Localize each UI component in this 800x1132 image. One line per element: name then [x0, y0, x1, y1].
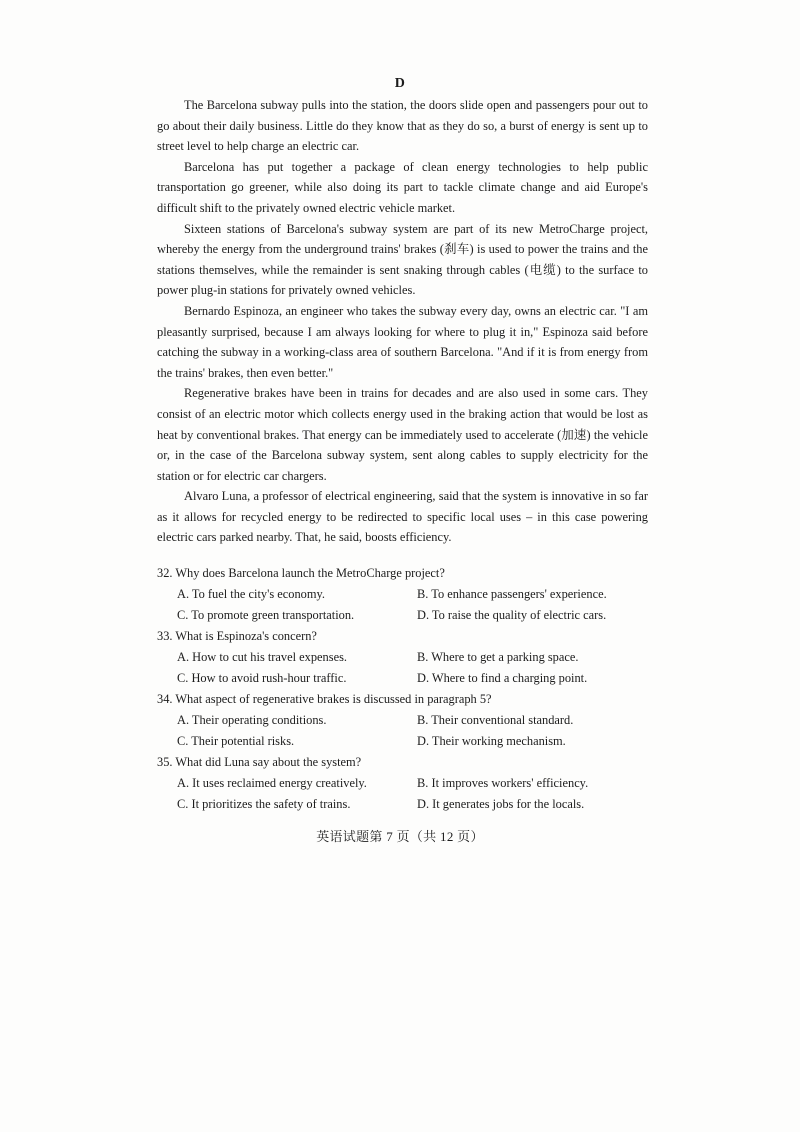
question-33: [157, 626, 648, 689]
passage-paragraph-2: Barcelona has put together a package of clean energy technologies to help public transportation go greener, while also doing its part to tackle climate change and aid Europe's difficult shift to the privately owned electric vehicle market.: [157, 159, 648, 215]
question-stem: 33. What is Espinoza's concern?: [157, 629, 317, 643]
option-a: A. Their operating conditions.: [177, 713, 327, 727]
question-34: [157, 689, 648, 752]
option-c: C. Their potential risks.: [177, 734, 295, 748]
option-a: A. It uses reclaimed energy creatively.: [177, 776, 367, 790]
option-c: C. It prioritizes the safety of trains.: [177, 797, 351, 811]
option-c: C. How to avoid rush-hour traffic.: [177, 671, 347, 685]
question-list: [157, 563, 648, 815]
option-row: [157, 584, 648, 605]
option-a: A. How to cut his travel expenses.: [177, 650, 347, 664]
option-b: B. To enhance passengers' experience.: [417, 587, 607, 601]
option-b: B. Their conventional standard.: [417, 713, 574, 727]
option-row: [157, 794, 648, 815]
section-label: D: [394, 76, 406, 91]
option-b: B. It improves workers' efficiency.: [417, 776, 589, 790]
option-c: C. To promote green transportation.: [177, 608, 355, 622]
option-row: [157, 731, 648, 752]
question-32: [157, 563, 648, 626]
option-row: [157, 773, 648, 794]
question-stem: 34. What aspect of regenerative brakes is discussed in paragraph 5?: [157, 692, 492, 706]
option-d: D. Where to find a charging point.: [417, 671, 588, 685]
option-row: [157, 605, 648, 626]
reading-passage: [157, 95, 648, 548]
passage-paragraph-4: Bernardo Espinoza, an engineer who takes the subway every day, owns an electric car. "I am pleasantly surprised, because I am always looking for where to plug it in," Espinoza said before catching the subway in a working-class area of southern Barcelona. "And if it is from energy from the trains' brakes, then even better.": [157, 303, 648, 380]
passage-paragraph-6: Alvaro Luna, a professor of electrical engineering, said that the system is innovative in so far as it allows for recycled energy to be redirected to specific local uses – in this case powering electric cars parked nearby. That, he said, boosts efficiency.: [157, 489, 648, 545]
option-d: D. To raise the quality of electric cars.: [417, 608, 607, 622]
passage-paragraph-5: Regenerative brakes have been in trains for decades and are also used in some cars. They consist of an electric motor which collects energy used in the braking action that would be lost as heat by conventional brakes. That energy can be immediately used to accelerate (加速) the vehicle or, in the case of the Barcelona subway system, sent along cables to supply electricity for the station or for electric car chargers.: [157, 386, 648, 483]
passage-paragraph-1: The Barcelona subway pulls into the station, the doors slide open and passengers pour out to go about their daily business. Little do they know that as they do so, a burst of energy is sent up to street level to help charge an electric car.: [157, 98, 648, 154]
question-35: [157, 752, 648, 815]
option-d: D. It generates jobs for the locals.: [417, 797, 585, 811]
option-d: D. Their working mechanism.: [417, 734, 566, 748]
option-b: B. Where to get a parking space.: [417, 650, 579, 664]
question-stem: 35. What did Luna say about the system?: [157, 755, 362, 769]
option-row: [157, 668, 648, 689]
question-stem: 32. Why does Barcelona launch the MetroCharge project?: [157, 566, 445, 580]
option-a: A. To fuel the city's economy.: [177, 587, 325, 601]
option-row: [157, 647, 648, 668]
option-row: [157, 710, 648, 731]
passage-paragraph-3: Sixteen stations of Barcelona's subway system are part of its new MetroCharge project, whereby the energy from the underground trains' brakes (刹车) is used to power the trains and the stations themselves, while the remainder is sent snaking through cables (电缆) to the surface to power plug-in stations for privately owned vehicles.: [157, 221, 648, 298]
page-footer: 英语试题第 7 页（共 12 页）: [316, 829, 484, 844]
